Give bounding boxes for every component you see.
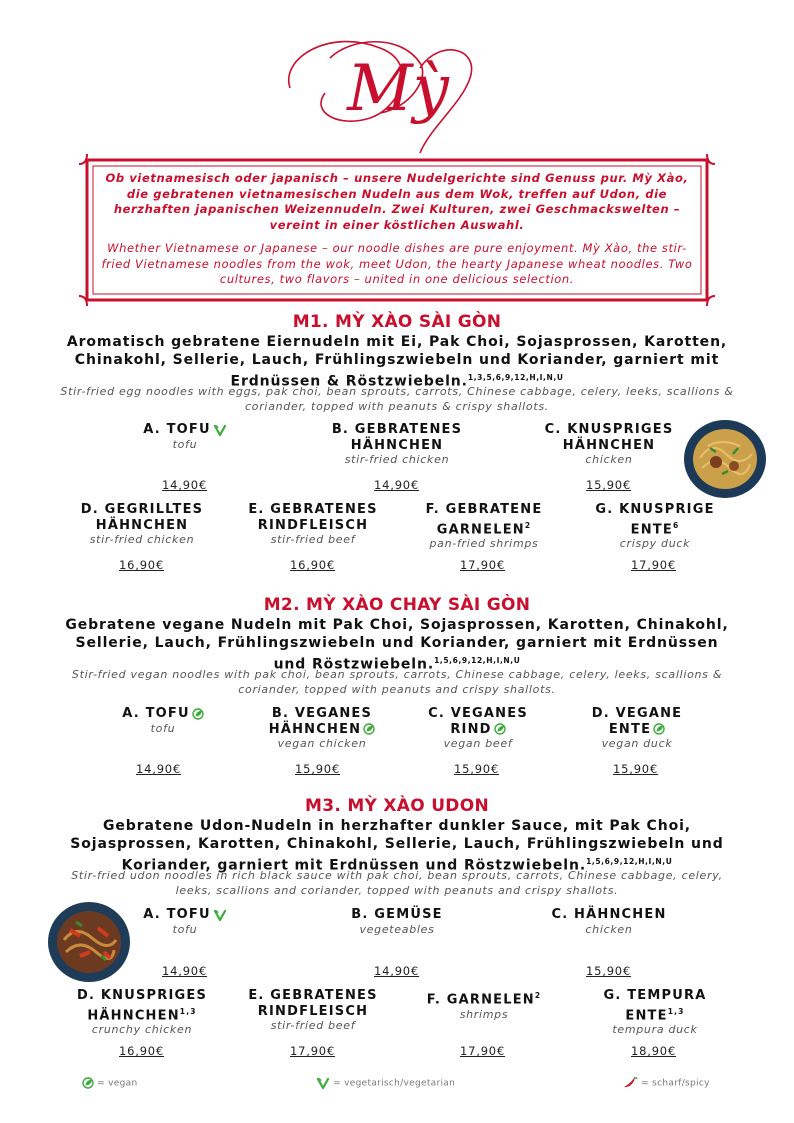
m2-price-d: 15,90€ <box>613 762 659 776</box>
m3-price-g: 18,90€ <box>631 1044 677 1058</box>
m3-item-d[interactable]: D. KNUSPRIGES HÄHNCHEN$^{1,3}$ crunchy chicken <box>76 988 208 1037</box>
m1-item-b[interactable]: B. GEBRATENES HÄHNCHEN stir-fried chicken <box>331 422 463 466</box>
m1-item-f[interactable]: F. GEBRATENE GARNELEN$^2$ pan-fried shrimps <box>425 502 543 551</box>
m3-description-en: Stir-fried udon noodles in rich black sauce with pak choi, bean sprouts, carrots, Chinese cabbage, celery, leeks, scallions and coriander, topped with peanuts and crispy shallots. <box>71 869 723 897</box>
m1-price-g: 17,90€ <box>631 558 677 572</box>
vegan-leaf-icon <box>192 708 204 720</box>
m2-price-b: 15,90€ <box>295 762 341 776</box>
m1-item-c[interactable]: C. KNUSPRIGES HÄHNCHEN chicken <box>544 422 674 466</box>
m1-description-en: Stir-fried egg noodles with eggs, pak choi, bean sprouts, carrots, Chinese cabbage, celery, leeks, scallions & coriander, topped with peanuts & crispy shallots. <box>60 385 734 413</box>
m3-item-f[interactable]: F. GARNELEN$^2$ shrimps <box>426 991 542 1021</box>
chili-spicy-icon <box>622 1077 638 1089</box>
vegetarian-sprout-icon <box>213 424 227 436</box>
m3-item-g[interactable]: G. TEMPURA ENTE$^{1,3}$ tempura duck <box>603 988 707 1037</box>
dish-photo-noodles <box>682 418 768 500</box>
m2-description-de: Gebratene vegane Nudeln mit Pak Choi, Sojasprossen, Karotten, Chinakohl, Sellerie, Lauch, Frühlingszwiebeln und Koriander, garniert mit Erdnüssen und Röstzwiebeln.$^{1,5,6,9,12,H,I,N,U}$ <box>65 617 729 673</box>
vegan-leaf-icon <box>653 723 665 735</box>
vegan-leaf-icon <box>363 723 375 735</box>
m3-price-b: 14,90€ <box>374 964 420 978</box>
m1-price-c: 15,90€ <box>586 478 632 492</box>
restaurant-logo <box>270 18 524 158</box>
m3-description-de: Gebratene Udon-Nudeln in herzhafter dunkler Sauce, mit Pak Choi, Sojasprossen, Karotten, Chinakohl, Sellerie, Lauch, Frühlingszwiebeln und Koriander, garniert mit Erdnüssen und Röstzwiebeln.$^{1,5,6,9,12,H,I,N,U}$ <box>70 818 724 874</box>
legend-spicy: = scharf/spicy <box>620 1077 710 1089</box>
m1-title: M1. MỲ XÀO SÀI GÒN <box>292 312 502 332</box>
m2-price-c: 15,90€ <box>454 762 500 776</box>
m1-item-e[interactable]: E. GEBRATENES RINDFLEISCH stir-fried beef <box>248 502 378 546</box>
m3-item-e[interactable]: E. GEBRATENES RINDFLEISCH stir-fried beef <box>248 988 378 1032</box>
vegetarian-sprout-icon <box>213 909 227 921</box>
vegan-leaf-icon <box>494 723 506 735</box>
m3-price-e: 17,90€ <box>290 1044 336 1058</box>
logo-text: Mỳ <box>347 52 449 126</box>
m3-title: M3. MỲ XÀO UDON <box>305 796 489 816</box>
m3-price-d: 16,90€ <box>119 1044 165 1058</box>
m2-item-b[interactable]: B. VEGANES HÄHNCHEN vegan chicken <box>248 706 396 751</box>
m1-price-b: 14,90€ <box>374 478 420 492</box>
m1-item-g[interactable]: G. KNUSPRIGE ENTE$^6$ crispy duck <box>595 502 715 551</box>
m2-item-d[interactable]: D. VEGANE ENTE vegan duck <box>591 706 683 750</box>
m2-item-c[interactable]: C. VEGANES RIND vegan beef <box>428 706 528 750</box>
m1-item-d[interactable]: D. GEGRILLTES HÄHNCHEN stir-fried chicken <box>80 502 204 546</box>
m2-item-a[interactable]: A. TOFU tofu <box>94 706 232 736</box>
intro-text-en: Whether Vietnamese or Japanese – our noodle dishes are pure enjoyment. Mỳ Xào, the stir-fried Vietnamese noodles from the wok, meet Udon, the hearty Japanese wheat noodles. Two cultures, two flavors – united in one delicious selection. <box>101 241 693 286</box>
m3-item-a[interactable]: A. TOFU tofu <box>120 907 250 937</box>
m3-price-a: 14,90€ <box>162 964 208 978</box>
m1-description-de: Aromatisch gebratene Eiernudeln mit Ei, Pak Choi, Sojasprossen, Karotten, Chinakohl, Sellerie, Lauch, Frühlingszwiebeln und Koriander, garniert mit Erdnüssen & Röstzwiebeln.$^{1,3,5,6,9,12,H,I,N,U}$ <box>66 334 728 390</box>
m2-price-a: 14,90€ <box>136 762 182 776</box>
m2-description-en: Stir-fried vegan noodles with pak choi, bean sprouts, carrots, Chinese cabbage, celery, leeks, scallions & coriander, topped with peanuts and crispy shallots. <box>71 668 723 696</box>
m1-price-e: 16,90€ <box>290 558 336 572</box>
m2-title: M2. MỲ XÀO CHAY SÀI GÒN <box>263 595 531 615</box>
intro-text-de: Ob vietnamesisch oder japanisch – unsere Nudelgerichte sind Genuss pur. Mỳ Xào, die gebratenen vietnamesischen Nudeln aus dem Wok, treffen auf Udon, die herzhaften japanischen Weizennudeln. Zwei Kulturen, zwei Geschmackswelten – vereint in einer köstlichen Auswahl. <box>105 171 689 232</box>
legend-vegetarian: = vegetarisch/vegetarian <box>314 1077 455 1089</box>
m3-item-c[interactable]: C. HÄHNCHEN chicken <box>551 907 667 936</box>
legend-vegan: = vegan <box>80 1077 137 1089</box>
m1-price-a: 14,90€ <box>162 478 208 492</box>
vegan-leaf-icon <box>82 1077 94 1089</box>
m3-item-b[interactable]: B. GEMÜSE vegeteables <box>351 907 443 936</box>
m1-price-d: 16,90€ <box>119 558 165 572</box>
m3-price-f: 17,90€ <box>460 1044 506 1058</box>
vegetarian-sprout-icon <box>316 1077 330 1089</box>
m1-item-a[interactable]: A. TOFU tofu <box>120 422 250 452</box>
m1-price-f: 17,90€ <box>460 558 506 572</box>
m3-price-c: 15,90€ <box>586 964 632 978</box>
